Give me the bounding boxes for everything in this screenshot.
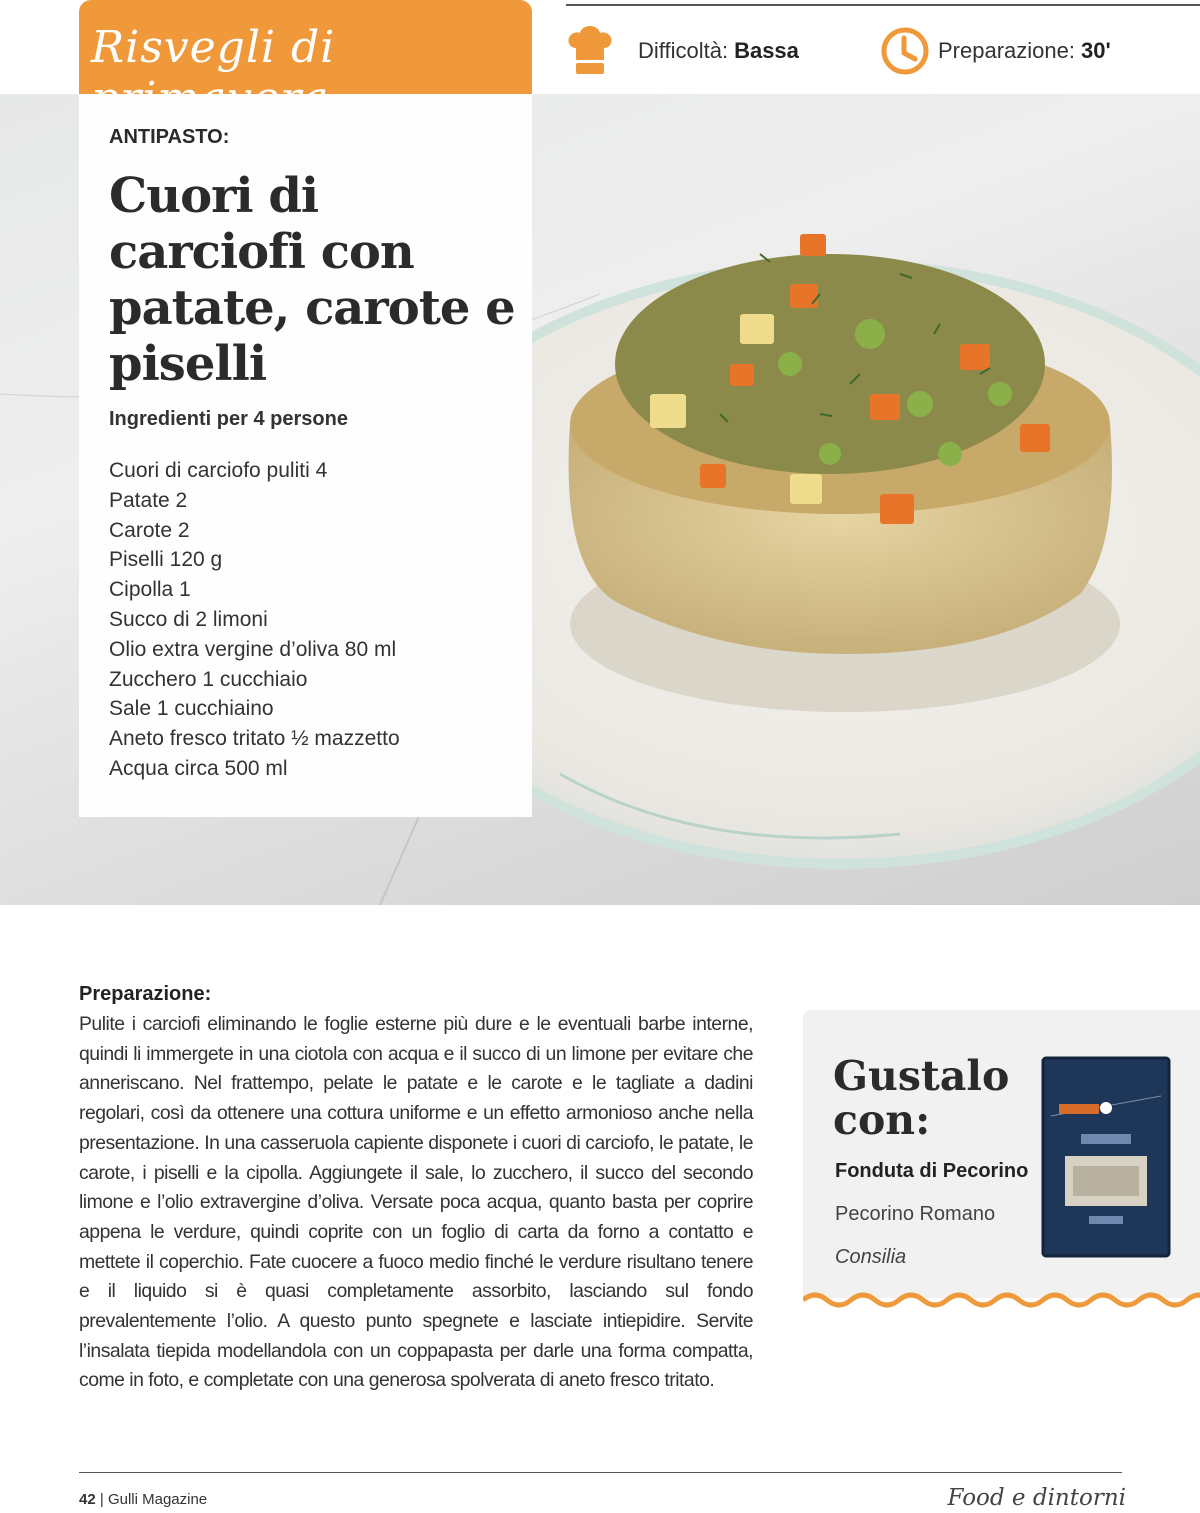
- difficulty-label: Difficoltà:: [638, 38, 729, 63]
- recipe-title: Cuori di carciofi con patate, carote e piselli: [109, 168, 515, 392]
- footer-section: Food e dintorni: [947, 1485, 1126, 1511]
- difficulty-value: Bassa: [734, 38, 799, 63]
- pairing-box: [803, 1010, 1200, 1298]
- prep-label: Preparazione:: [938, 38, 1075, 63]
- ingredient-item: Carote 2: [109, 518, 190, 542]
- ingredient-item: Acqua circa 500 ml: [109, 756, 288, 780]
- clock-icon: [880, 26, 930, 76]
- pairing-variety: Pecorino Romano: [835, 1203, 996, 1225]
- footer-separator: |: [99, 1491, 104, 1508]
- prep-value: 30': [1080, 38, 1111, 63]
- page-number: 42: [79, 1491, 96, 1508]
- pairing-title: Gustalo con:: [833, 1052, 1010, 1144]
- preparation-text: Pulite i carciofi eliminando le foglie esterne più dure e le eventuali barbe interne, quindi li immergete in una ciotola con acqua e il succo di un limone per evitare che anneriscano. Nel frattempo, pelate le patate e le carote e le tagliate a dadini regolari, così da ottenere una cottura uniforme e un effetto armonioso anche nella presentazione. In una casseruola capiente disponete i cuori di carciofo, le patate, le carote, i piselli e la cipolla. Aggiungete il sale, lo zucchero, il succo del secondo limone e l’olio extravergine d’oliva. Versate poca acqua, quanto basta per coprire appena le verdure, quindi coprite con un foglio di carta da forno a contatto e mettete il coperchio. Fate cuocere a fuoco medio finché le verdure risultano tenere e il liquido si è quasi completamente assorbito, lasciando sul fondo prevalentemente l’olio. A questo punto spegnete e lasciate intiepidire. Servite l’insalata tiepida modellandola con un coppapasta per darle una forma compatta, come in foto, e completate con una generosa spolverata di aneto fresco tritato.: [79, 1013, 753, 1392]
- magazine-name: Gulli Magazine: [107, 1491, 208, 1508]
- ingredient-item: Olio extra vergine d’oliva 80 ml: [109, 637, 397, 661]
- prep-time-info: [880, 26, 1111, 76]
- ingredient-item: Piselli 120 g: [109, 548, 223, 572]
- chef-hat-icon: [566, 26, 614, 76]
- difficulty-info: [566, 26, 799, 76]
- ingredient-item: Succo di 2 limoni: [109, 607, 268, 631]
- ingredient-list: [109, 456, 400, 784]
- pairing-product: Fonduta di Pecorino: [835, 1160, 1029, 1182]
- recipe-card: [79, 94, 532, 817]
- section-tab: [79, 0, 532, 94]
- ingredient-item: Sale 1 cucchiaino: [109, 697, 274, 721]
- course-label: ANTIPASTO:: [109, 126, 230, 148]
- ingredient-item: Aneto fresco tritato ½ mazzetto: [109, 727, 400, 751]
- ingredient-item: Cuori di carciofo puliti 4: [109, 459, 328, 482]
- decorative-wave: [803, 1288, 1200, 1310]
- ingredient-item: Patate 2: [109, 488, 188, 512]
- footer-left: [79, 1491, 207, 1508]
- product-package-image: [1041, 1056, 1171, 1258]
- ingredient-item: Cipolla 1: [109, 578, 191, 602]
- servings-label: Ingredienti per 4 persone: [109, 408, 348, 430]
- ingredient-item: Zucchero 1 cucchiaio: [109, 667, 308, 691]
- footer-rule: [79, 1472, 1122, 1473]
- preparation-heading: Preparazione:: [79, 983, 212, 1005]
- section-title: Risvegli di: [91, 22, 336, 73]
- pairing-brand: Consilia: [835, 1246, 907, 1268]
- top-rule: [566, 4, 1200, 6]
